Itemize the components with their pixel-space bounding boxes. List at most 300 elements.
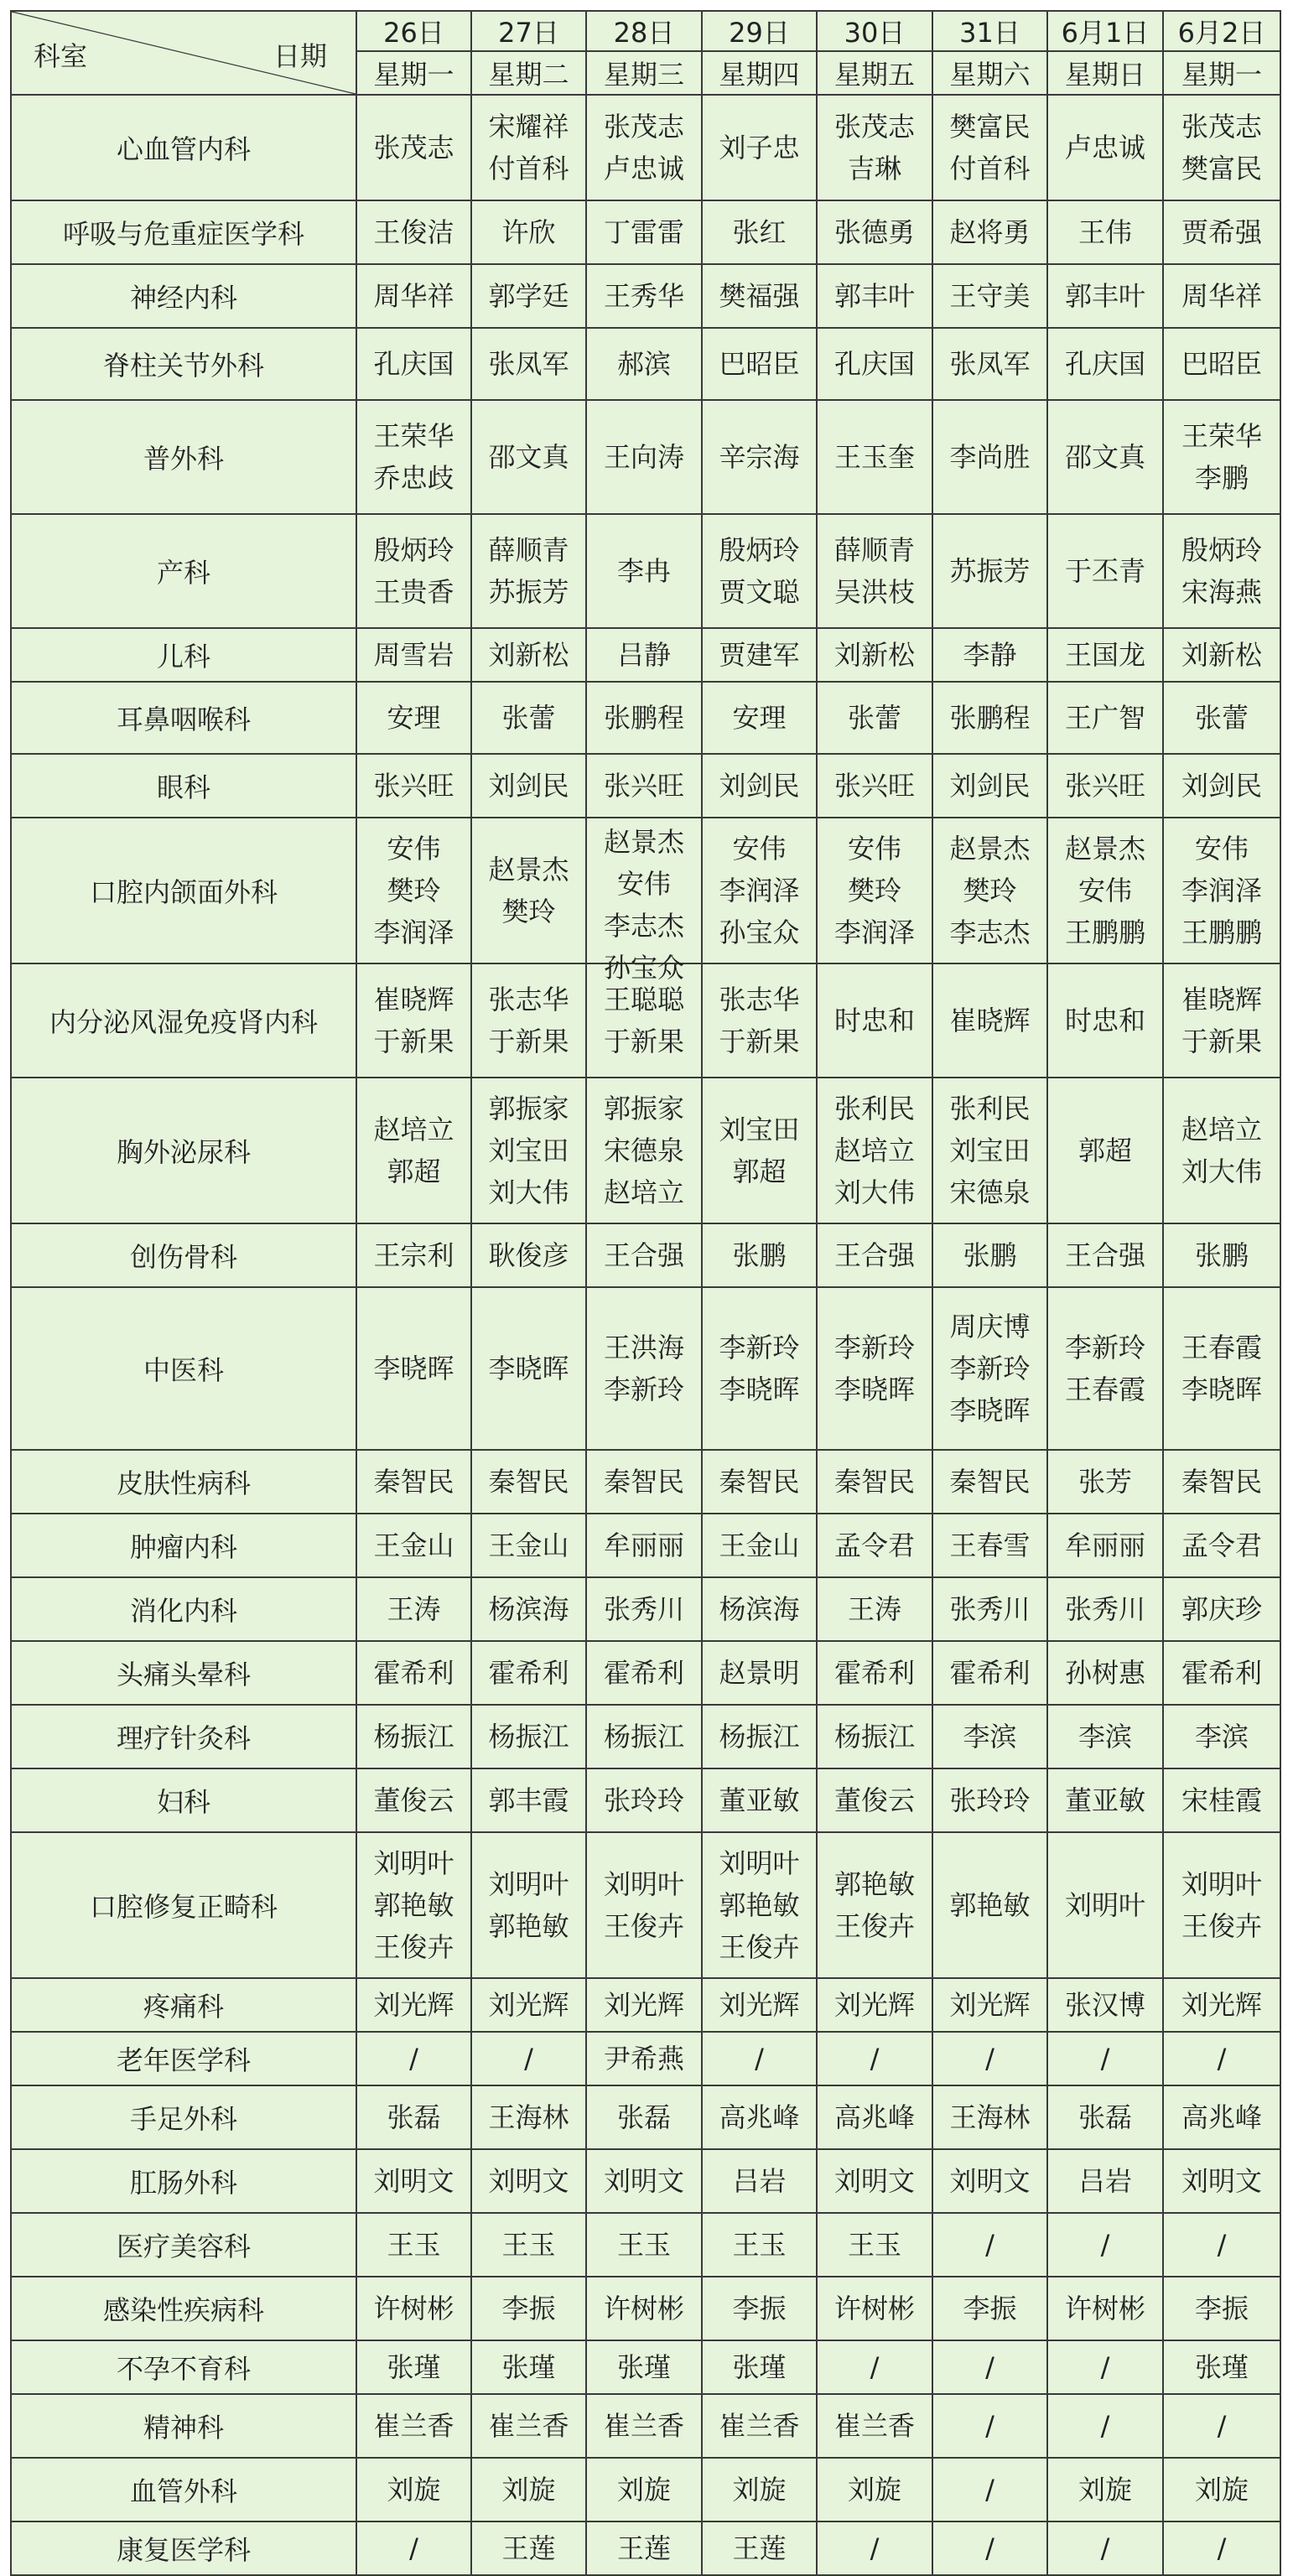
- doctor-name: 霍希利: [949, 1657, 1031, 1689]
- department-name: 消化内科: [11, 1577, 356, 1641]
- doctor-name: 赵景明: [719, 1657, 800, 1689]
- doctor-name: 张兴旺: [1064, 770, 1145, 802]
- schedule-row: [11, 200, 1280, 264]
- duty-cell: [356, 1641, 471, 1705]
- duty-cell: [702, 682, 817, 754]
- doctor-name: 赵培立: [833, 1135, 915, 1166]
- doctor-name: /: [870, 2043, 880, 2075]
- doctor-name: 李振: [963, 2293, 1017, 2324]
- weekday-header: 星期日: [1047, 51, 1163, 95]
- duty-cell: [817, 95, 932, 200]
- duty-cell: [932, 1768, 1047, 1832]
- schedule-row: [11, 2521, 1280, 2575]
- doctor-name: 李新玲: [1064, 1332, 1145, 1363]
- schedule-row: [11, 1577, 1280, 1641]
- duty-cell: [702, 1514, 817, 1577]
- duty-cell: [356, 1078, 471, 1223]
- doctor-name: 刘剑民: [1181, 770, 1262, 802]
- doctor-name: 郭丰叶: [1064, 280, 1145, 312]
- doctor-name: 刘剑民: [719, 770, 800, 802]
- duty-cell: [586, 1768, 702, 1832]
- schedule-row: [11, 2340, 1280, 2394]
- doctor-name: 王春霞: [1181, 1332, 1262, 1363]
- duty-cell: [356, 1287, 471, 1450]
- schedule-row: [11, 1768, 1280, 1832]
- duty-cell: [586, 682, 702, 754]
- doctor-name: 王俊洁: [373, 216, 454, 248]
- doctor-name: 王守美: [949, 280, 1031, 312]
- duty-cell: [702, 628, 817, 682]
- doctor-name: 孙宝众: [719, 917, 800, 948]
- duty-cell: [702, 1978, 817, 2032]
- doctor-name: 杨振江: [603, 1721, 684, 1753]
- duty-cell: [1163, 400, 1280, 514]
- doctor-name: 张红: [732, 216, 787, 248]
- doctor-name: 李滨: [963, 1721, 1017, 1753]
- duty-cell: [932, 628, 1047, 682]
- schedule-row: [11, 328, 1280, 400]
- duty-cell: [586, 1450, 702, 1514]
- department-name: 理疗针灸科: [11, 1705, 356, 1768]
- duty-cell: [1047, 2458, 1163, 2521]
- duty-cell: [586, 818, 702, 984]
- duty-cell: [932, 2340, 1047, 2394]
- doctor-name: /: [755, 2043, 764, 2075]
- duty-cell: [356, 1705, 471, 1768]
- doctor-name: 吕岩: [1078, 2165, 1132, 2197]
- duty-cell: [586, 1078, 702, 1223]
- department-name: 胸外泌尿科: [11, 1078, 356, 1223]
- doctor-name: 王聪聪: [603, 984, 684, 1015]
- duty-cell: [356, 264, 471, 328]
- doctor-name: 王贵香: [373, 576, 454, 608]
- duty-cell: [817, 1768, 932, 1832]
- doctor-name: 刘大伟: [488, 1176, 569, 1208]
- doctor-name: 王玉: [616, 2229, 671, 2261]
- duty-cell: [1163, 1078, 1280, 1223]
- doctor-name: 安伟: [847, 833, 901, 865]
- doctor-name: /: [1100, 2532, 1110, 2564]
- weekday-header: 星期一: [1163, 51, 1280, 95]
- duty-cell: [702, 963, 817, 1078]
- doctor-name: 刘宝田: [488, 1135, 569, 1166]
- duty-cell: [817, 2213, 932, 2277]
- department-name: 产科: [11, 514, 356, 628]
- duty-cell: [932, 1832, 1047, 1978]
- doctor-name: 刘旋: [1194, 2474, 1249, 2506]
- doctor-name: 李尚胜: [949, 441, 1031, 473]
- doctor-name: 张兴旺: [603, 770, 684, 802]
- duty-cell: [1047, 1577, 1163, 1641]
- duty-cell: [702, 514, 817, 628]
- doctor-name: 杨振江: [719, 1721, 800, 1753]
- duty-cell: [932, 514, 1047, 628]
- schedule-row: [11, 1978, 1280, 2032]
- department-name: 口腔修复正畸科: [11, 1832, 356, 1978]
- doctor-name: 孔庆国: [373, 348, 454, 380]
- doctor-name: 李鹏: [1194, 462, 1249, 494]
- doctor-name: 刘剑民: [949, 770, 1031, 802]
- doctor-name: 崔兰香: [833, 2410, 915, 2442]
- doctor-name: 刘子忠: [719, 132, 800, 164]
- duty-cell: [932, 2394, 1047, 2458]
- duty-cell: [932, 1450, 1047, 1514]
- doctor-name: 王广智: [1064, 702, 1145, 734]
- duty-cell: [356, 963, 471, 1078]
- duty-cell: [471, 400, 586, 514]
- duty-cell: [471, 95, 586, 200]
- duty-cell: [1163, 328, 1280, 400]
- schedule-row: [11, 818, 1280, 963]
- duty-cell: [1047, 1641, 1163, 1705]
- doctor-name: 张瑾: [1194, 2351, 1249, 2383]
- doctor-name: 王莲: [732, 2532, 787, 2564]
- doctor-name: 安理: [732, 702, 787, 734]
- duty-cell: [932, 1978, 1047, 2032]
- doctor-name: 邵文真: [488, 441, 569, 473]
- doctor-name: 刘大伟: [833, 1176, 915, 1208]
- doctor-name: 张茂志: [833, 111, 915, 143]
- doctor-name: 安伟: [732, 833, 787, 865]
- doctor-name: 王玉: [732, 2229, 787, 2261]
- doctor-name: 赵景杰: [488, 854, 569, 886]
- duty-cell: [1047, 2277, 1163, 2340]
- duty-cell: [1047, 1514, 1163, 1577]
- doctor-name: 王玉奎: [833, 441, 915, 473]
- duty-cell: [586, 200, 702, 264]
- duty-cell: [471, 514, 586, 628]
- duty-cell: [356, 1832, 471, 1978]
- schedule-row: [11, 1287, 1280, 1450]
- doctor-name: 刘旋: [732, 2474, 787, 2506]
- department-name: 妇科: [11, 1768, 356, 1832]
- department-name: 口腔内颌面外科: [11, 818, 356, 963]
- duty-cell: [586, 2394, 702, 2458]
- doctor-name: 许树彬: [1064, 2293, 1145, 2324]
- department-name: 创伤骨科: [11, 1223, 356, 1287]
- duty-cell: [932, 1287, 1047, 1450]
- duty-cell: [1163, 754, 1280, 818]
- doctor-name: 郭超: [387, 1156, 441, 1187]
- duty-cell: [586, 1641, 702, 1705]
- duty-cell: [586, 2340, 702, 2394]
- duty-cell: [702, 1287, 817, 1450]
- doctor-name: 刘明文: [949, 2165, 1031, 2197]
- duty-cell: [471, 2458, 586, 2521]
- duty-cell: [356, 1768, 471, 1832]
- doctor-name: 刘光辉: [373, 1989, 454, 2021]
- duty-cell: [471, 264, 586, 328]
- doctor-name: 王合强: [603, 1239, 684, 1271]
- duty-cell: [702, 1768, 817, 1832]
- duty-cell: [1047, 328, 1163, 400]
- doctor-name: 樊福强: [719, 280, 800, 312]
- duty-cell: [586, 2277, 702, 2340]
- duty-cell: [356, 1978, 471, 2032]
- doctor-name: 赵培立: [373, 1114, 454, 1145]
- doctor-name: 李滨: [1078, 1721, 1132, 1753]
- doctor-name: 张瑾: [732, 2351, 787, 2383]
- doctor-name: 宋德泉: [603, 1135, 684, 1166]
- department-name: 肿瘤内科: [11, 1514, 356, 1577]
- date-column-label: 日期: [273, 40, 327, 72]
- duty-cell: [817, 1641, 932, 1705]
- doctor-name: 郭艳敏: [719, 1889, 800, 1921]
- duty-cell: [702, 2340, 817, 2394]
- doctor-name: 殷炳玲: [719, 534, 800, 566]
- doctor-name: 刘新松: [1181, 639, 1262, 671]
- department-name: 血管外科: [11, 2458, 356, 2521]
- doctor-name: 时忠和: [833, 1005, 915, 1036]
- doctor-name: 高兆峰: [719, 2101, 800, 2133]
- doctor-name: 刘光辉: [488, 1989, 569, 2021]
- doctor-name: /: [409, 2532, 418, 2564]
- doctor-name: /: [985, 2351, 994, 2383]
- doctor-name: 王海林: [949, 2101, 1031, 2133]
- doctor-name: 张鹏: [732, 1239, 787, 1271]
- doctor-name: 霍希利: [833, 1657, 915, 1689]
- duty-cell: [1163, 1450, 1280, 1514]
- duty-cell: [817, 2085, 932, 2149]
- doctor-name: 李晓晖: [949, 1394, 1031, 1426]
- date-header: 6月1日: [1047, 11, 1163, 51]
- duty-cell: [586, 1705, 702, 1768]
- duty-cell: [817, 1577, 932, 1641]
- duty-cell: [702, 2521, 817, 2575]
- duty-cell: [932, 2085, 1047, 2149]
- doctor-name: 张磊: [1078, 2101, 1132, 2133]
- doctor-name: 安伟: [387, 833, 441, 865]
- duty-cell: [356, 2277, 471, 2340]
- duty-cell: [1163, 818, 1280, 963]
- department-name: 头痛头晕科: [11, 1641, 356, 1705]
- doctor-name: 高兆峰: [833, 2101, 915, 2133]
- doctor-name: /: [1217, 2410, 1227, 2442]
- doctor-name: 王俊卉: [603, 1910, 684, 1942]
- duty-cell: [817, 2521, 932, 2575]
- doctor-name: 李志杰: [603, 910, 684, 942]
- duty-cell: [586, 1832, 702, 1978]
- doctor-name: 王秀华: [603, 280, 684, 312]
- duty-cell: [1047, 818, 1163, 963]
- doctor-name: 宋桂霞: [1181, 1784, 1262, 1816]
- doctor-name: 于丕青: [1064, 555, 1145, 587]
- duty-cell: [702, 2032, 817, 2085]
- corner-header: [11, 11, 356, 95]
- doctor-name: 李冉: [616, 555, 671, 587]
- doctor-name: 董俊云: [373, 1784, 454, 1816]
- duty-cell: [586, 264, 702, 328]
- department-name: 皮肤性病科: [11, 1450, 356, 1514]
- duty-cell: [1047, 2213, 1163, 2277]
- doctor-name: 刘旋: [387, 2474, 441, 2506]
- duty-cell: [1047, 264, 1163, 328]
- schedule-row: [11, 1450, 1280, 1514]
- doctor-name: 董俊云: [833, 1784, 915, 1816]
- doctor-name: /: [870, 2532, 880, 2564]
- duty-cell: [356, 2458, 471, 2521]
- doctor-name: 王鹏鹏: [1181, 917, 1262, 948]
- duty-cell: [817, 1223, 932, 1287]
- duty-cell: [1163, 1768, 1280, 1832]
- duty-cell: [817, 2277, 932, 2340]
- doctor-name: 张蕾: [501, 702, 556, 734]
- duty-cell: [702, 2458, 817, 2521]
- duty-cell: [817, 2032, 932, 2085]
- doctor-name: 高兆峰: [1181, 2101, 1262, 2133]
- duty-cell: [356, 514, 471, 628]
- doctor-name: 牟丽丽: [1064, 1530, 1145, 1561]
- duty-cell: [702, 1705, 817, 1768]
- doctor-name: /: [1100, 2410, 1110, 2442]
- doctor-name: 崔晓辉: [1181, 984, 1262, 1015]
- duty-cell: [932, 2458, 1047, 2521]
- doctor-name: /: [1100, 2043, 1110, 2075]
- duty-cell: [1047, 1223, 1163, 1287]
- doctor-name: 王金山: [373, 1530, 454, 1561]
- doctor-name: 宋海燕: [1181, 576, 1262, 608]
- duty-cell: [932, 1577, 1047, 1641]
- duty-cell: [817, 514, 932, 628]
- doctor-name: 安伟: [1194, 833, 1249, 865]
- doctor-name: 张玲玲: [949, 1784, 1031, 1816]
- doctor-name: /: [985, 2043, 994, 2075]
- schedule-body: [11, 95, 1280, 2575]
- doctor-name: 赵培立: [603, 1176, 684, 1208]
- duty-cell: [471, 2277, 586, 2340]
- doctor-name: 安伟: [1078, 875, 1132, 906]
- department-name: 呼吸与危重症医学科: [11, 200, 356, 264]
- duty-cell: [932, 200, 1047, 264]
- department-name: 脊柱关节外科: [11, 328, 356, 400]
- doctor-name: /: [1217, 2532, 1227, 2564]
- duty-cell: [356, 2394, 471, 2458]
- duty-cell: [471, 628, 586, 682]
- duty-cell: [1047, 2149, 1163, 2213]
- doctor-name: 张凤军: [488, 348, 569, 380]
- duty-cell: [586, 963, 702, 1078]
- duty-cell: [702, 2213, 817, 2277]
- doctor-name: 郭艳敏: [949, 1889, 1031, 1921]
- doctor-name: 巴昭臣: [719, 348, 800, 380]
- department-name: 康复医学科: [11, 2521, 356, 2575]
- doctor-name: 崔兰香: [719, 2410, 800, 2442]
- doctor-name: 王春雪: [949, 1530, 1031, 1561]
- doctor-name: 刘旋: [501, 2474, 556, 2506]
- doctor-name: 安伟: [616, 868, 671, 900]
- duty-cell: [356, 754, 471, 818]
- doctor-name: 王荣华: [373, 420, 454, 452]
- duty-cell: [702, 200, 817, 264]
- doctor-name: 张瑾: [387, 2351, 441, 2383]
- duty-cell: [1163, 682, 1280, 754]
- weekday-header: 星期六: [932, 51, 1047, 95]
- duty-cell: [471, 2149, 586, 2213]
- doctor-name: 刘明叶: [719, 1847, 800, 1879]
- duty-cell: [1163, 1577, 1280, 1641]
- doctor-name: 刘光辉: [949, 1989, 1031, 2021]
- duty-cell: [356, 2085, 471, 2149]
- department-name: 不孕不育科: [11, 2340, 356, 2394]
- doctor-name: 刘旋: [847, 2474, 901, 2506]
- duty-cell: [932, 2213, 1047, 2277]
- doctor-name: 吕静: [616, 639, 671, 671]
- schedule-row: [11, 2032, 1280, 2085]
- doctor-name: 秦智民: [833, 1466, 915, 1498]
- doctor-name: 赵将勇: [949, 216, 1031, 248]
- doctor-name: 李新玲: [949, 1353, 1031, 1384]
- duty-cell: [817, 1705, 932, 1768]
- doctor-name: 王玉: [501, 2229, 556, 2261]
- duty-cell: [471, 963, 586, 1078]
- weekday-header: 星期一: [356, 51, 471, 95]
- duty-cell: [702, 2277, 817, 2340]
- doctor-name: 张利民: [833, 1093, 915, 1124]
- doctor-name: 张志华: [488, 984, 569, 1015]
- doctor-name: 张利民: [949, 1093, 1031, 1124]
- duty-cell: [471, 818, 586, 963]
- doctor-name: 周华祥: [1181, 280, 1262, 312]
- doctor-name: 李晓晖: [488, 1353, 569, 1384]
- doctor-name: 殷炳玲: [373, 534, 454, 566]
- duty-cell: [1163, 2032, 1280, 2085]
- duty-cell: [932, 818, 1047, 963]
- duty-cell: [1163, 2394, 1280, 2458]
- doctor-name: 周华祥: [373, 280, 454, 312]
- duty-cell: [702, 264, 817, 328]
- duty-cell: [586, 514, 702, 628]
- schedule-row: [11, 1078, 1280, 1223]
- doctor-name: 杨振江: [488, 1721, 569, 1753]
- doctor-name: 樊玲: [847, 875, 901, 906]
- duty-cell: [702, 400, 817, 514]
- department-name: 感染性疾病科: [11, 2277, 356, 2340]
- duty-cell: [356, 1514, 471, 1577]
- duty-cell: [1047, 628, 1163, 682]
- duty-cell: [356, 1223, 471, 1287]
- duty-cell: [586, 2032, 702, 2085]
- doctor-name: 王玉: [847, 2229, 901, 2261]
- duty-cell: [1047, 2394, 1163, 2458]
- doctor-name: 樊玲: [963, 875, 1017, 906]
- duty-cell: [817, 200, 932, 264]
- duty-cell: [1163, 2213, 1280, 2277]
- duty-cell: [471, 754, 586, 818]
- department-name: 精神科: [11, 2394, 356, 2458]
- department-name: 耳鼻咽喉科: [11, 682, 356, 754]
- doctor-name: /: [1100, 2229, 1110, 2261]
- duty-cell: [1163, 95, 1280, 200]
- doctor-name: 李晓晖: [1181, 1374, 1262, 1405]
- duty-cell: [702, 1223, 817, 1287]
- duty-cell: [1047, 1078, 1163, 1223]
- duty-cell: [471, 1978, 586, 2032]
- doctor-name: 李志杰: [949, 917, 1031, 948]
- doctor-name: 郭艳敏: [488, 1910, 569, 1942]
- duty-cell: [702, 95, 817, 200]
- duty-cell: [586, 754, 702, 818]
- duty-cell: [702, 2394, 817, 2458]
- doctor-name: 崔晓辉: [373, 984, 454, 1015]
- doctor-name: 苏振芳: [488, 576, 569, 608]
- doctor-name: 秦智民: [1181, 1466, 1262, 1498]
- doctor-name: 刘明叶: [373, 1847, 454, 1879]
- doctor-name: 李润泽: [719, 875, 800, 906]
- duty-cell: [356, 2213, 471, 2277]
- doctor-name: 孔庆国: [1064, 348, 1145, 380]
- doctor-name: 郭振家: [603, 1093, 684, 1124]
- duty-cell: [471, 1577, 586, 1641]
